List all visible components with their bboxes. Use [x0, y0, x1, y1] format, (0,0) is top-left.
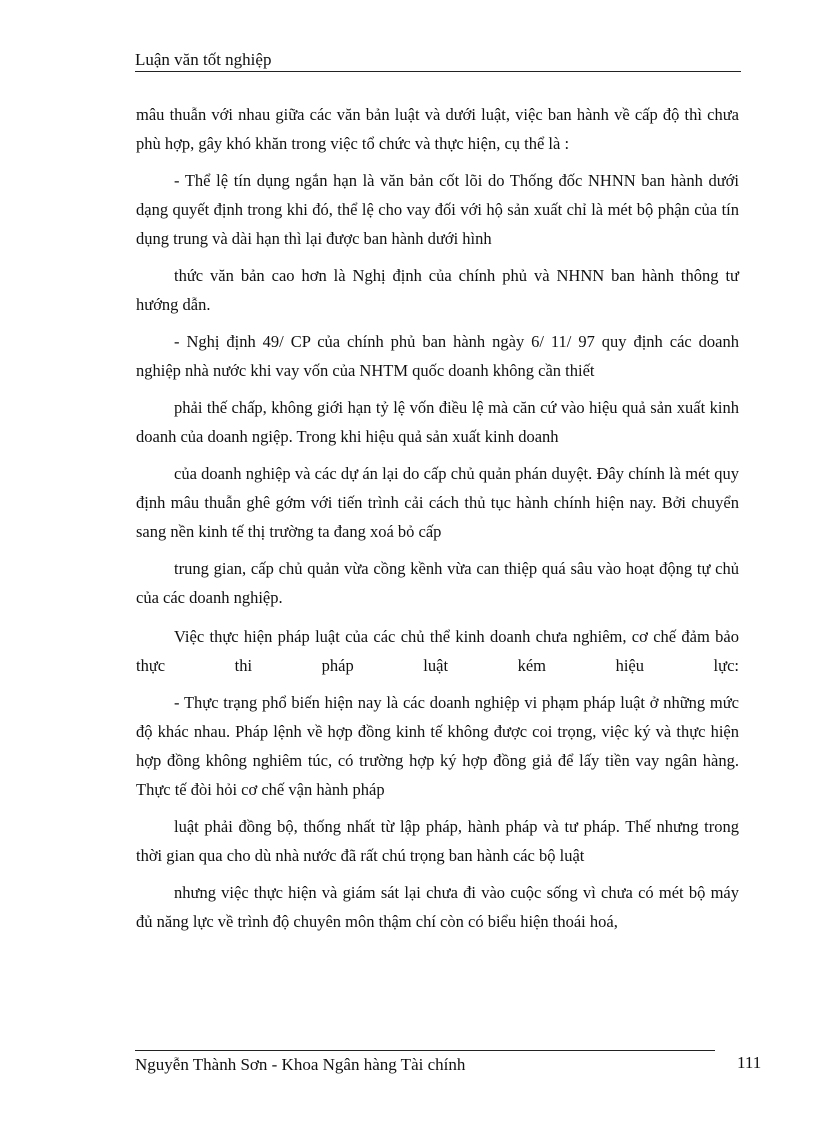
- paragraph: của doanh nghiệp và các dự án lại do cấp chủ quản phán duyệt. Đây chính là mét quy định mâu thuẫn ghê gớm với tiến trình cải cách thủ tục hành chính hiện nay. Bởi chuyển sang nền kinh tế thị trường ta đang xoá bỏ cấp: [136, 464, 739, 541]
- footer-divider: [135, 1050, 715, 1051]
- page-number: 111: [737, 1053, 762, 1072]
- paragraph: - Nghị định 49/ CP của chính phủ ban hành ngày 6/ 11/ 97 quy định các doanh nghiệp nhà nước khi vay vốn của NHTM quốc doanh không cần thiết: [136, 332, 739, 380]
- paragraph: Việc thực hiện pháp luật của các chủ thể kinh doanh chưa nghiêm, cơ chế đảm bảo thực thi pháp luật kém hiệu lực:: [136, 627, 739, 675]
- paragraph: mâu thuẫn với nhau giữa các văn bản luật và dưới luật, việc ban hành về cấp độ thì chưa phù hợp, gây khó khăn trong việc tổ chức và thực hiện, cụ thể là :: [136, 105, 739, 153]
- page-header-title: Luận văn tốt nghiệp: [135, 50, 272, 69]
- footer-author: Nguyễn Thành Sơn - Khoa Ngân hàng Tài chính: [135, 1055, 466, 1074]
- paragraph: - Thực trạng phổ biến hiện nay là các doanh nghiệp vi phạm pháp luật ở những mức độ khác nhau. Pháp lệnh về hợp đồng kinh tế không được coi trọng, việc ký và thực hiện hợp đồng không nghiêm túc, có trường hợp ký hợp đồng giả để lấy tiền vay ngân hàng. Thực tế đòi hỏi cơ chế vận hành pháp: [136, 693, 739, 799]
- header-divider: [135, 71, 741, 72]
- paragraph: nhưng việc thực hiện và giám sát lại chưa đi vào cuộc sống vì chưa có mét bộ máy đủ năng lực về trình độ chuyên môn thậm chí còn có biểu hiện thoái hoá,: [136, 883, 739, 931]
- paragraph: - Thể lệ tín dụng ngắn hạn là văn bản cốt lõi do Thống đốc NHNN ban hành dưới dạng quyết định trong khi đó, thể lệ cho vay đối với hộ sản xuất chỉ là mét bộ phận của tín dụng trung và dài hạn thì lại được ban hành dưới hình: [136, 171, 739, 248]
- paragraph: trung gian, cấp chủ quản vừa cồng kềnh vừa can thiệp quá sâu vào hoạt động tự chủ của các doanh nghiệp.: [136, 559, 739, 607]
- paragraph: luật phải đồng bộ, thống nhất từ lập pháp, hành pháp và tư pháp. Thế nhưng trong thời gian qua cho dù nhà nước đã rất chú trọng ban hành các bộ luật: [136, 817, 739, 865]
- paragraph: thức văn bản cao hơn là Nghị định của chính phủ và NHNN ban hành thông tư hướng dẫn.: [136, 266, 739, 314]
- paragraph: phải thế chấp, không giới hạn tỷ lệ vốn điều lệ mà căn cứ vào hiệu quả sản xuất kinh doanh của doanh ngiệp. Trong khi hiệu quả sản xuất kinh doanh: [136, 398, 739, 446]
- document-body: [136, 100, 739, 936]
